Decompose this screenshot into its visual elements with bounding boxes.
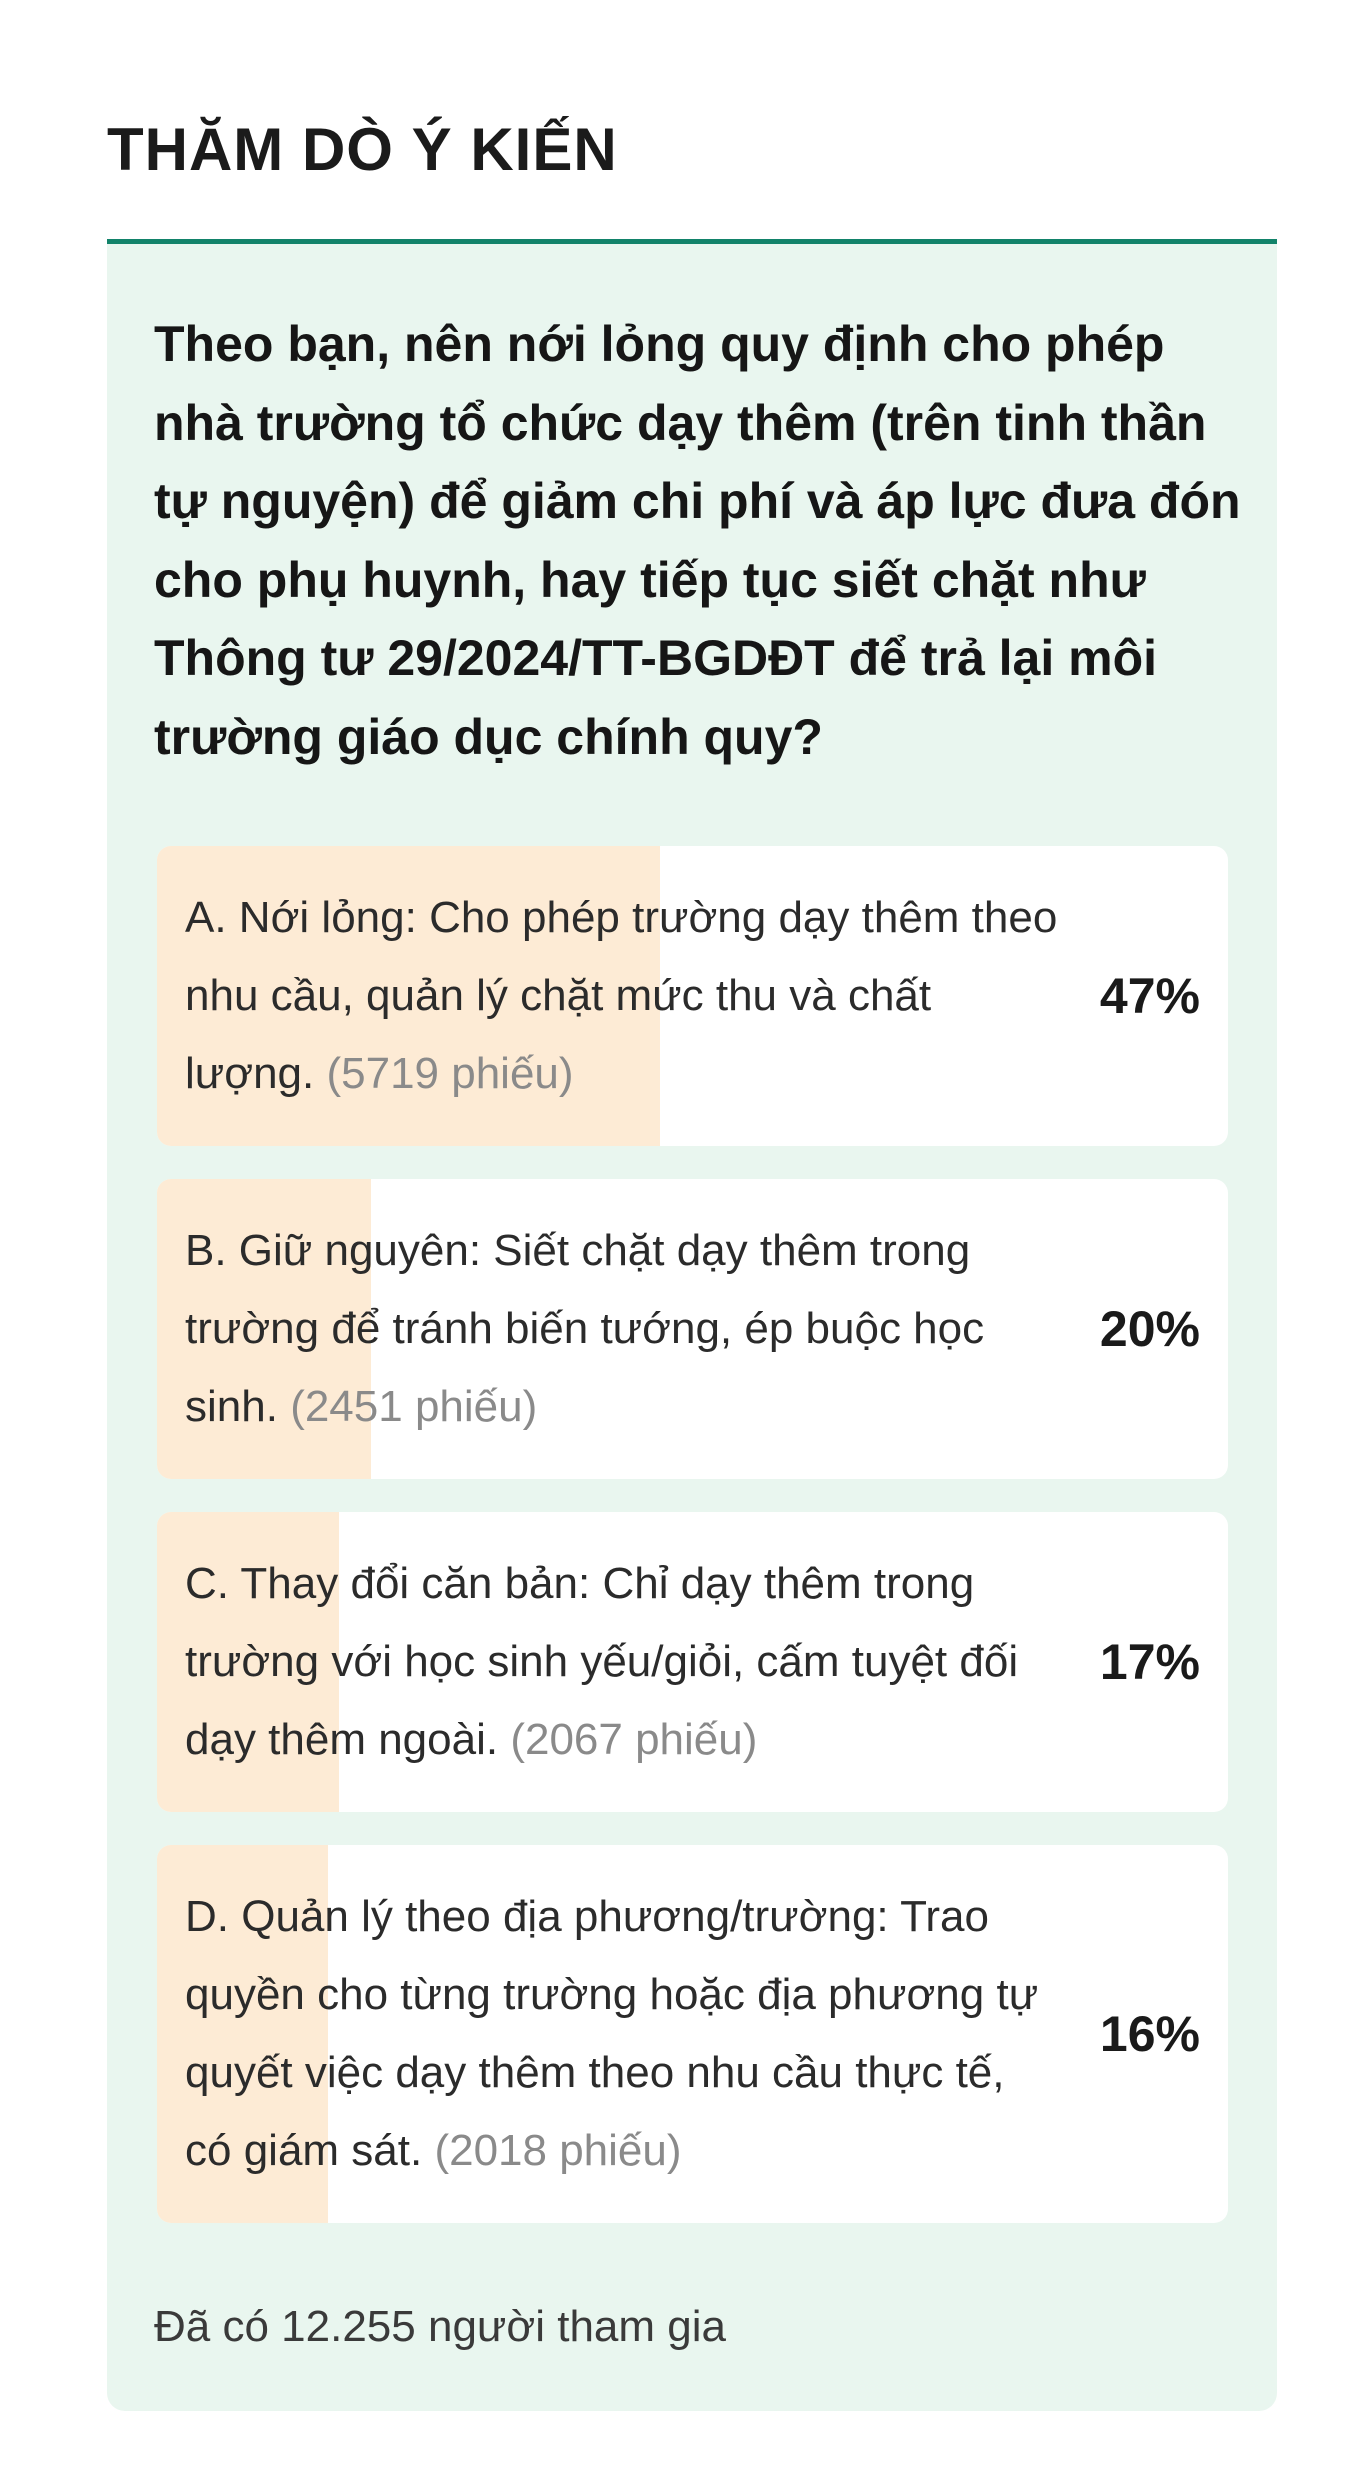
option-percent: 20% [1099,1301,1200,1357]
poll-option-a[interactable] [157,846,1228,1146]
option-text [185,1545,1061,1779]
option-text [185,1878,1061,2190]
poll-option-c[interactable] [157,1512,1228,1812]
poll-option-b[interactable] [157,1179,1228,1479]
poll-widget [107,0,1277,2351]
option-label: D. Quản lý theo địa phương/trường: Trao quyền cho từng trường hoặc địa phương tự quyết việc dạy thêm theo nhu cầu thực tế, có giám sát. [185,1892,1039,2175]
option-percent: 17% [1099,1634,1200,1690]
option-label: C. Thay đổi căn bản: Chỉ dạy thêm trong trường với học sinh yếu/giỏi, cấm tuyệt đối dạy thêm ngoài. [185,1559,1019,1764]
option-text [185,879,1061,1113]
vote-count: (5719 phiếu) [326,1049,574,1098]
poll-box [107,239,1277,2411]
option-text [185,1212,1061,1446]
poll-heading: THĂM DÒ Ý KIẾN [107,116,618,183]
option-label: A. Nới lỏng: Cho phép trường dạy thêm theo nhu cầu, quản lý chặt mức thu và chất lượng. [185,893,1058,1098]
participant-count: Đã có 12.255 người tham gia [154,2302,726,2351]
poll-question: Theo bạn, nên nới lỏng quy định cho phép nhà trường tổ chức dạy thêm (trên tinh thần tự nguyện) để giảm chi phí và áp lực đưa đón cho phụ huynh, hay tiếp tục siết chặt như Thông tư 29/2024/TT-BGDĐT để trả lại môi trường giáo dục chính quy? [154,316,1241,765]
poll-options [157,846,1228,2256]
option-label: B. Giữ nguyên: Siết chặt dạy thêm trong trường để tránh biến tướng, ép buộc học sinh. [185,1226,985,1431]
option-percent: 16% [1099,2006,1200,2062]
option-percent: 47% [1099,968,1200,1024]
vote-count: (2018 phiếu) [434,2126,682,2175]
vote-count: (2451 phiếu) [290,1382,538,1431]
poll-option-d[interactable] [157,1845,1228,2223]
vote-count: (2067 phiếu) [510,1715,758,1764]
